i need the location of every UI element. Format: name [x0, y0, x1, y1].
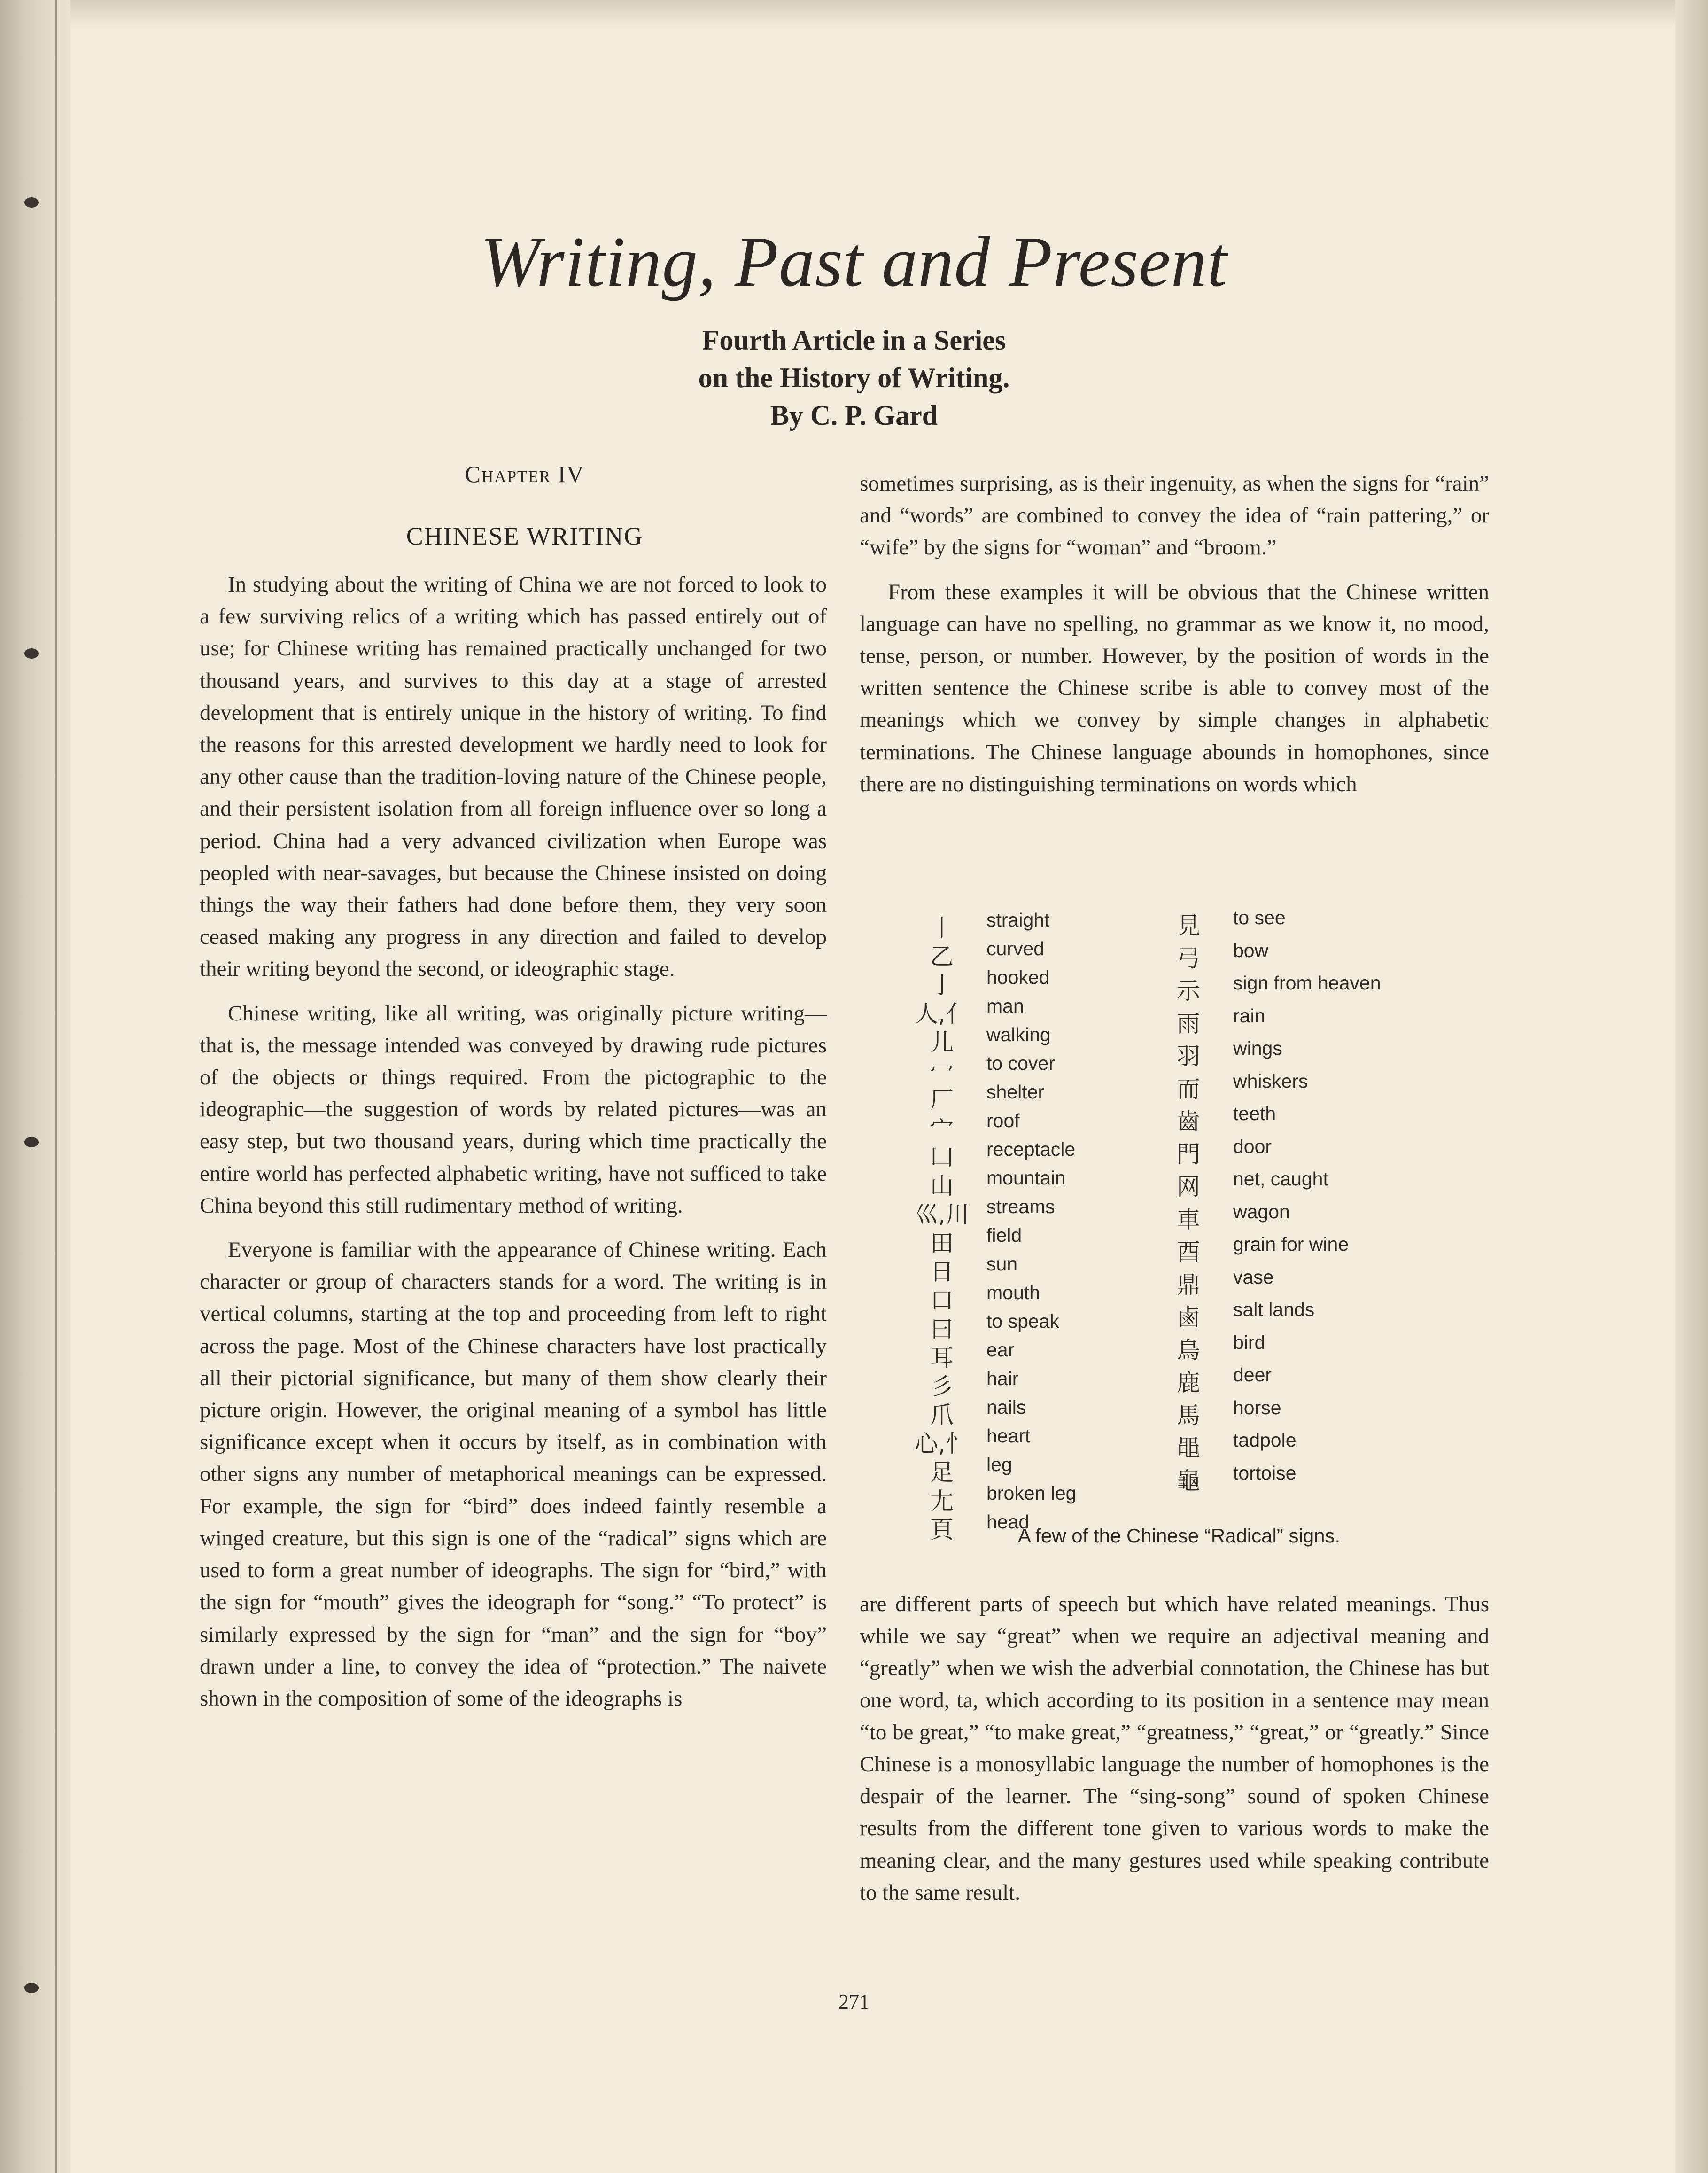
radical-meaning: horse	[1233, 1396, 1281, 1418]
paragraph: Chinese writing, like all writing, was originally picture writing—that is, the message intended was conveyed by drawing rude pictures of the objects or things required. From the pictographic to the ideographic—the suggestion of words by related pictures—was an easy step, but two thousand years, during which time practically the entire world has perfected alphabetic writing, have not sufficed to take China beyond this still rudimentary method of writing.	[200, 1001, 827, 1218]
radical-glyph: 冖	[930, 1058, 954, 1085]
radical-glyph: 車	[1177, 1206, 1200, 1233]
byline: By C. P. Gard	[770, 400, 938, 431]
radical-glyph: 巛,川	[915, 1201, 969, 1228]
radical-meaning: man	[986, 995, 1024, 1017]
radical-meaning: to speak	[986, 1310, 1059, 1332]
radical-glyph: 馬	[1177, 1402, 1200, 1429]
radical-meaning: leg	[986, 1454, 1012, 1475]
radical-glyph: 山	[930, 1172, 954, 1199]
figure-caption: A few of the Chinese “Radical” signs.	[1017, 1525, 1341, 1547]
radical-meaning: ear	[986, 1339, 1015, 1361]
radical-glyph: 羽	[1177, 1043, 1200, 1070]
paragraph: Everyone is familiar with the appearance of Chinese writing. Each character or group of characters stands for a word. The writing is in vertical columns, starting at the top and proceeding from left to right across the page. Most of the Chinese characters have lost practically all their pictorial significance, but many of them show clearly their picture origin. However, the original meaning of a symbol has little significance except when it occurs by itself, as in combination with other signs any number of metaphorical meanings can be expressed. For example, the sign for “bird” does indeed faintly resemble a winged creature, but this sign is one of the “radical” signs which are used to form a great number of ideographs. The sign for “bird,” with the sign for “mouth” gives the ideograph for “song.” “To protect” is similarly expressed by the sign for “man” and the sign for “boy” drawn under a line, to convey the idea of “protection.” The naivete shown in the composition of some of the ideographs is	[200, 1238, 827, 1711]
section-heading: CHINESE WRITING	[406, 522, 644, 550]
radical-glyph: 鳥	[1177, 1336, 1200, 1364]
radical-meaning: streams	[986, 1196, 1055, 1217]
radical-glyph: 人,亻	[915, 1000, 969, 1028]
radical-meaning: wagon	[1233, 1200, 1290, 1223]
article-title: Writing, Past and Present	[481, 222, 1227, 301]
radical-glyph: 网	[1177, 1173, 1200, 1200]
radical-glyph: 尢	[930, 1488, 954, 1515]
radical-glyph: 爪	[930, 1402, 954, 1429]
radical-meaning: sun	[986, 1253, 1018, 1275]
radical-meaning: rain	[1233, 1005, 1265, 1027]
radical-glyph: 示	[1177, 977, 1200, 1005]
radical-glyph: 黽	[1177, 1434, 1200, 1462]
radical-meaning: mouth	[986, 1282, 1040, 1303]
radical-glyph: 鹿	[1177, 1369, 1200, 1396]
radical-glyph: 足	[930, 1459, 954, 1486]
radical-glyph: 乙	[930, 943, 954, 970]
page-top-shadow	[0, 0, 1708, 28]
radical-glyph: 鼎	[1177, 1271, 1200, 1299]
radical-meaning: bow	[1233, 939, 1269, 961]
radical-glyph: 曰	[930, 1316, 954, 1343]
radical-meaning: tortoise	[1233, 1462, 1297, 1484]
paragraph: From these examples it will be obvious that the Chinese written language can have no spelling, no grammar as we know it, no mood, tense, person, or number. However, by the position of words in the written sentence the Chinese scribe is able to convey most of the meanings which we convey by simple changes in alphabetic terminations. The Chinese language abounds in homophones, since there are no distinguishing terminations on words which	[860, 579, 1489, 796]
radical-meaning: net, caught	[1233, 1168, 1328, 1190]
right-column-top	[860, 467, 1489, 800]
radical-meaning: to see	[1233, 907, 1286, 928]
radical-meaning: nails	[986, 1396, 1026, 1418]
radical-glyph: 口	[930, 1287, 954, 1314]
binding-mark	[24, 648, 39, 659]
radical-glyph: 宀	[930, 1115, 954, 1142]
radical-meaning: sign from heaven	[1233, 972, 1381, 994]
radical-glyph: 田	[930, 1230, 954, 1257]
radical-meaning: wings	[1233, 1037, 1282, 1059]
chapter-heading: Chapter IV	[465, 461, 585, 487]
radical-meaning: deer	[1233, 1364, 1272, 1386]
radical-meaning: broken leg	[986, 1482, 1077, 1504]
page-number: 271	[838, 1990, 870, 2013]
radical-meaning: heart	[986, 1425, 1031, 1447]
radical-glyph: 厂	[930, 1086, 954, 1114]
paragraph: are different parts of speech but which have related meanings. Thus while we say “great” when we require an adjectival meaning and “greatly” when we wish the adverbial connotation, the Chinese has but one word, ta, which according to its position in a sentence may mean “to be great,” “to make great,” “greatness,” “great,” or “greatly.” Since Chinese is a monosyllabic language the number of homophones is the despair of the learner. The “sing-song” sound of spoken Chinese results from the different tone given to various words to make the meaning clear, and the many gestures used while speaking contribute to the same result.	[860, 1592, 1489, 1905]
left-column	[200, 569, 827, 1714]
radical-meaning: to cover	[986, 1052, 1055, 1074]
radical-meaning: door	[1233, 1135, 1272, 1157]
radical-glyph: 門	[1177, 1140, 1200, 1168]
radical-glyph: 弓	[1177, 944, 1200, 972]
subtitle-line-2: on the History of Writing.	[698, 362, 1010, 393]
radical-glyph: 見	[1177, 912, 1200, 939]
radical-meaning: straight	[986, 909, 1050, 931]
radical-meaning: grain for wine	[1233, 1233, 1349, 1255]
radical-glyph: 儿	[930, 1029, 954, 1056]
paragraph: In studying about the writing of China we are not forced to look to a few surviving relics of a writing which has passed entirely out of use; for Chinese writing has remained practically unchanged for two thousand years, and survives to this day at a stage of arrested development that is entirely unique in the history of writing. To find the reasons for this arrested development we hardly need to look for any other cause than the tradition-loving nature of the Chinese people, and their persistent isolation from all foreign influence over so long a period. China had a very advanced civilization when Europe was peopled with near-savages, but because the Chinese insisted on doing things the way their fathers had done before them, they very soon ceased making any progress in any direction and failed to develop their writing beyond the second, or ideographic stage.	[200, 572, 827, 981]
radical-meaning: mountain	[986, 1167, 1066, 1189]
radical-meaning: bird	[1233, 1331, 1265, 1353]
radical-glyph: 頁	[930, 1516, 954, 1543]
radical-meaning: receptacle	[986, 1138, 1076, 1160]
paragraph: sometimes surprising, as is their ingenuity, as when the signs for “rain” and “words” are combined to convey the idea of “rain pattering,” or “wife” by the signs for “woman” and “broom.”	[860, 471, 1489, 560]
radical-meaning: tadpole	[1233, 1429, 1297, 1451]
right-column-bottom	[860, 1588, 1489, 1908]
binding-mark	[24, 1137, 39, 1147]
radical-meaning: salt lands	[1233, 1299, 1315, 1320]
radical-glyph: 日	[930, 1258, 954, 1285]
radical-glyph: 心,忄	[915, 1430, 969, 1457]
radical-meaning: field	[986, 1224, 1022, 1246]
radical-glyph: 耳	[930, 1344, 954, 1371]
radical-glyph: 酉	[1177, 1238, 1200, 1266]
radical-glyph: 龜	[1177, 1467, 1200, 1495]
radical-meaning: hooked	[986, 966, 1050, 988]
radical-meaning: hair	[986, 1368, 1019, 1389]
subtitle-line-1: Fourth Article in a Series	[702, 325, 1006, 356]
radical-glyph: 凵	[930, 1144, 954, 1171]
radical-glyph: 而	[1177, 1075, 1200, 1103]
binding-mark	[24, 197, 39, 208]
radical-meaning: whiskers	[1233, 1070, 1308, 1092]
radical-glyph: 彡	[930, 1373, 954, 1400]
radical-meaning: roof	[986, 1110, 1020, 1131]
radical-glyph: 鹵	[1177, 1304, 1200, 1331]
radical-meaning: teeth	[1233, 1103, 1276, 1124]
radical-meaning: vase	[1233, 1266, 1274, 1288]
radical-glyph: 亅	[930, 972, 954, 999]
radical-glyph: 齒	[1177, 1108, 1200, 1135]
radical-meaning: shelter	[986, 1081, 1045, 1103]
radical-glyph: 丨	[930, 914, 954, 942]
radical-meaning: curved	[986, 938, 1045, 959]
radical-meaning: head	[986, 1511, 1030, 1533]
radical-glyph: 雨	[1177, 1010, 1200, 1037]
radical-meaning: walking	[986, 1024, 1051, 1045]
